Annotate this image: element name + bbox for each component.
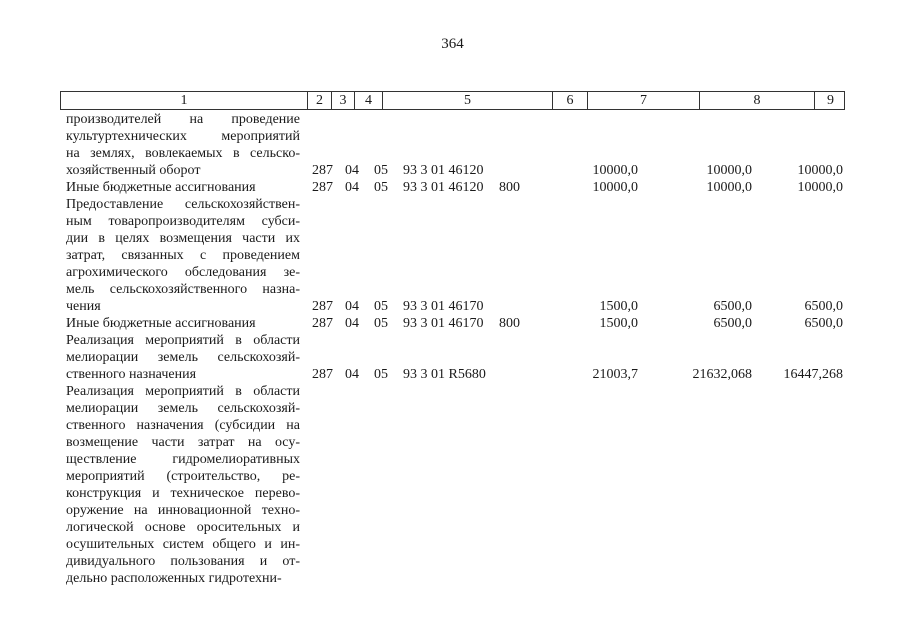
row-description-line: Предоставление сельскохозяйствен- — [66, 197, 300, 212]
row-description-line: культуртехнических мероприятий — [66, 129, 300, 144]
row-description-line: ществление гидромелиоративных — [66, 452, 300, 467]
row-description-line: ным товаропроизводителям субси- — [66, 214, 300, 229]
row-value-c7: 10000,0 — [592, 180, 638, 195]
row-code-c3: 04 — [345, 316, 359, 331]
row-description-line: на землях, вовлекаемых в сельско- — [66, 146, 300, 161]
row-code-c3: 04 — [345, 367, 359, 382]
header-col-8: 8 — [699, 92, 814, 109]
row-value-c8: 6500,0 — [713, 316, 752, 331]
header-col-9: 9 — [814, 92, 846, 109]
row-value-c9: 10000,0 — [797, 163, 843, 178]
row-description-line: Иные бюджетные ассигнования — [66, 180, 256, 195]
row-code-c4: 05 — [374, 316, 388, 331]
row-code-c4: 05 — [374, 367, 388, 382]
row-value-c7: 10000,0 — [592, 163, 638, 178]
row-code-c3: 04 — [345, 163, 359, 178]
row-code-c2: 287 — [312, 299, 333, 314]
row-value-c9 — [733, 570, 843, 587]
row-description-line: Иные бюджетные ассигнования — [66, 316, 256, 331]
row-code-c5: 93 3 01 46170 — [403, 299, 484, 314]
row-code-c5: 93 3 01 46120 — [403, 163, 484, 178]
header-col-3: 3 — [331, 92, 354, 109]
row-description-line: конструкция и техническое перево- — [66, 486, 300, 501]
row-description-line: ственного назначения — [66, 367, 197, 382]
row-description-line: мелиорации земель сельскохозяй- — [66, 401, 300, 416]
row-description-line: осушительных систем общего и ин- — [66, 537, 300, 552]
page-number: 364 — [441, 36, 464, 52]
row-code-c5: 93 3 01 46120 — [403, 180, 484, 195]
row-value-c8: 10000,0 — [706, 163, 752, 178]
row-code-c3: 04 — [345, 299, 359, 314]
row-description-line: дельно расположенных гидротехни- — [66, 571, 282, 586]
row-code-c6: 800 — [499, 180, 520, 195]
row-value-c7 — [528, 570, 638, 587]
row-value-c9: 6500,0 — [804, 299, 843, 314]
row-description-line: логической основе оросительных и — [66, 520, 300, 535]
header-col-7: 7 — [587, 92, 699, 109]
row-value-c8: 6500,0 — [713, 299, 752, 314]
row-description-line: производителей на проведение — [66, 112, 300, 127]
table-header — [60, 91, 845, 110]
row-description-line: оружение на инновационной техно- — [66, 503, 300, 518]
row-value-c8: 10000,0 — [706, 180, 752, 195]
row-value-c7: 1500,0 — [599, 316, 638, 331]
row-description-line: дивидуального пользования и от- — [66, 554, 300, 569]
row-code-c2: 287 — [312, 163, 333, 178]
row-value-c9: 10000,0 — [797, 180, 843, 195]
row-value-c7: 21003,7 — [592, 367, 638, 382]
row-code-c4: 05 — [374, 163, 388, 178]
row-description-line: чения — [66, 299, 101, 314]
row-description-line: Реализация мероприятий в области — [66, 333, 300, 348]
row-value-c7: 1500,0 — [599, 299, 638, 314]
row-description-line: возмещение части затрат на осу- — [66, 435, 300, 450]
row-description-line: агрохимического обследования зе- — [66, 265, 300, 280]
row-description-line: Реализация мероприятий в области — [66, 384, 300, 399]
row-code-c4: 05 — [374, 180, 388, 195]
row-description-line: ственного назначения (субсидии на — [66, 418, 300, 433]
row-code-c5: 93 3 01 R5680 — [403, 367, 486, 382]
row-value-c8: 21632,068 — [692, 367, 752, 382]
row-value-c9: 16447,268 — [783, 367, 843, 382]
row-description-line: затрат, связанных с проведением — [66, 248, 300, 263]
row-code-c2: 287 — [312, 180, 333, 195]
row-code-c4: 05 — [374, 299, 388, 314]
row-code-c5: 93 3 01 46170 — [403, 316, 484, 331]
header-col-1: 1 — [180, 93, 188, 108]
row-value-c9: 6500,0 — [804, 316, 843, 331]
row-description-line: дии в целях возмещения части их — [66, 231, 300, 246]
row-description-line: мель сельскохозяйственного назна- — [66, 282, 300, 297]
header-col-2: 2 — [307, 92, 331, 109]
row-code-c2: 287 — [312, 316, 333, 331]
row-code-c6: 800 — [499, 316, 520, 331]
row-code-c3: 04 — [345, 180, 359, 195]
row-code-c2: 287 — [312, 367, 333, 382]
header-col-4: 4 — [354, 92, 382, 109]
row-description-line: хозяйственный оборот — [66, 163, 201, 178]
row-description-line: мелиорации земель сельскохозяй- — [66, 350, 300, 365]
header-col-5: 5 — [382, 92, 552, 109]
header-col-6: 6 — [552, 92, 587, 109]
row-description-line: мероприятий (строительство, ре- — [66, 469, 300, 484]
